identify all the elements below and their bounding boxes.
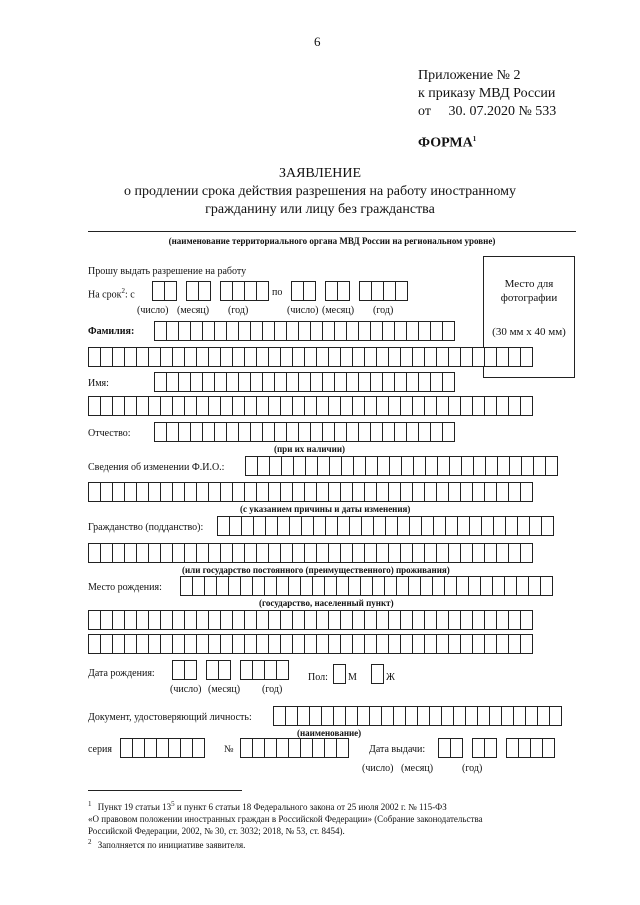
letter-cell[interactable] (520, 543, 533, 563)
appendix-line3: от 30. 07.2020 № 533 (418, 104, 557, 119)
birth-cap-year: (год) (262, 684, 283, 695)
term-from-year[interactable] (220, 281, 268, 301)
letter-cell[interactable] (541, 516, 554, 536)
series-cells[interactable] (120, 738, 204, 758)
letter-cell[interactable] (520, 396, 533, 416)
term-to-day[interactable] (291, 281, 315, 301)
name-change-cells-row2[interactable] (88, 482, 532, 502)
cap-month-2: (месяц) (322, 305, 355, 316)
patronymic-label: Отчество: (88, 428, 131, 439)
letter-cell[interactable] (540, 576, 553, 596)
sex-f-label: Ж (386, 672, 395, 683)
letter-cell[interactable] (192, 738, 205, 758)
term-from-month[interactable] (186, 281, 210, 301)
patronymic-caption: (при их наличии) (274, 444, 346, 454)
birth-month[interactable] (206, 660, 230, 680)
birth-year[interactable] (240, 660, 288, 680)
name-cells-row2[interactable] (88, 396, 532, 416)
term-to-label: по (272, 287, 283, 298)
series-label: серия (88, 744, 112, 755)
name-label: Имя: (88, 378, 109, 389)
surname-label: Фамилия: (88, 326, 135, 337)
form-label: ФОРМА$^1$ (418, 135, 477, 151)
sex-m-checkbox[interactable] (333, 664, 346, 684)
patronymic-cells[interactable] (154, 422, 454, 442)
letter-cell[interactable] (520, 347, 533, 367)
letter-cell[interactable] (520, 634, 533, 654)
issue-date-label: Дата выдачи: (369, 744, 426, 755)
number-label: № (224, 744, 234, 755)
authority-caption: (наименование территориального органа МВД России на региональном уровне) (168, 236, 496, 246)
appendix-line1: Приложение № 2 (418, 68, 521, 83)
birth-cap-day: (число) (170, 684, 202, 695)
cap-year-2: (год) (373, 305, 394, 316)
birthplace-cells-row1[interactable] (180, 576, 552, 596)
letter-cell[interactable] (520, 482, 533, 502)
birthplace-cells-row3[interactable] (88, 634, 532, 654)
name-change-caption: (с указанием причины и даты изменения) (240, 504, 411, 514)
sex-label: Пол: (308, 672, 328, 683)
birthplace-label: Место рождения: (88, 582, 162, 593)
sex-f-checkbox[interactable] (371, 664, 384, 684)
issue-day[interactable] (438, 738, 462, 758)
id-doc-label: Документ, удостоверяющий личность: (88, 712, 252, 723)
birth-cap-month: (месяц) (208, 684, 241, 695)
id-doc-cells[interactable] (273, 706, 561, 726)
issue-cap-day: (число) (362, 763, 394, 774)
cap-day: (число) (137, 305, 169, 316)
term-from-date[interactable] (152, 281, 268, 301)
term-to-year[interactable] (359, 281, 407, 301)
form-heading: ЗАЯВЛЕНИЕ (278, 166, 362, 181)
issue-cap-year: (год) (462, 763, 483, 774)
photo-placeholder: Место для фотографии (30 мм x 40 мм) (483, 256, 575, 378)
surname-cells-row2[interactable] (88, 347, 532, 367)
id-doc-caption: (наименование) (297, 728, 362, 738)
appendix-line2: к приказу МВД России (418, 86, 556, 101)
letter-cell[interactable] (442, 422, 455, 442)
letter-cell[interactable] (545, 456, 558, 476)
request-line: Прошу выдать разрешение на работу (88, 266, 247, 277)
birthplace-cells-row2[interactable] (88, 610, 532, 630)
issue-month[interactable] (472, 738, 496, 758)
name-cells-row1[interactable] (154, 372, 454, 392)
letter-cell[interactable] (520, 610, 533, 630)
cap-month: (месяц) (177, 305, 210, 316)
form-title-line1: о продлении срока действия разрешения на работу иностранному (124, 184, 516, 199)
page-number: 6 (314, 34, 321, 49)
surname-cells-row1[interactable] (154, 321, 454, 341)
letter-cell[interactable] (336, 738, 349, 758)
letter-cell[interactable] (442, 321, 455, 341)
term-from-day[interactable] (152, 281, 176, 301)
cap-day-2: (число) (287, 305, 319, 316)
footnote-1: $^1$ Пункт 19 статьи $13^5$ и пункт 6 статьи 18 Федерального закона от 25 июля 2002 г. № 115-ФЗ «О правовом положении иностранных граждан в Российской Федерации» (Собрание законодательства Российской Федерации, 2002, № 30, ст. 3032; 2018, № 53, ст. 8454). (88, 800, 483, 836)
letter-cell[interactable] (442, 372, 455, 392)
birthdate-cells[interactable] (172, 660, 288, 680)
citizenship-label: Гражданство (подданство): (88, 522, 204, 533)
issue-cap-month: (месяц) (401, 763, 434, 774)
name-change-cells-row1[interactable] (245, 456, 557, 476)
citizenship-cells-row1[interactable] (217, 516, 553, 536)
cap-year: (год) (228, 305, 249, 316)
footnote-divider (88, 790, 242, 791)
authority-line[interactable] (88, 231, 576, 232)
birthdate-label: Дата рождения: (88, 668, 155, 679)
name-change-label: Сведения об изменении Ф.И.О.: (88, 462, 225, 473)
term-to-date[interactable] (291, 281, 407, 301)
citizenship-caption: (или государство постоянного (преимущественного) проживания) (182, 565, 450, 575)
sex-m-label: М (348, 672, 357, 683)
term-to-month[interactable] (325, 281, 349, 301)
birthplace-caption: (государство, населенный пункт) (259, 598, 394, 608)
term-label: На срок$^2$: с (88, 287, 135, 301)
number-cells[interactable] (240, 738, 348, 758)
letter-cell[interactable] (549, 706, 562, 726)
issue-date-cells[interactable] (438, 738, 554, 758)
footnote-2: $^2$ Заполняется по инициативе заявителя. (88, 838, 246, 850)
citizenship-cells-row2[interactable] (88, 543, 532, 563)
birth-day[interactable] (172, 660, 196, 680)
issue-year[interactable] (506, 738, 554, 758)
form-title-line2: гражданину или лицу без гражданства (205, 202, 435, 217)
